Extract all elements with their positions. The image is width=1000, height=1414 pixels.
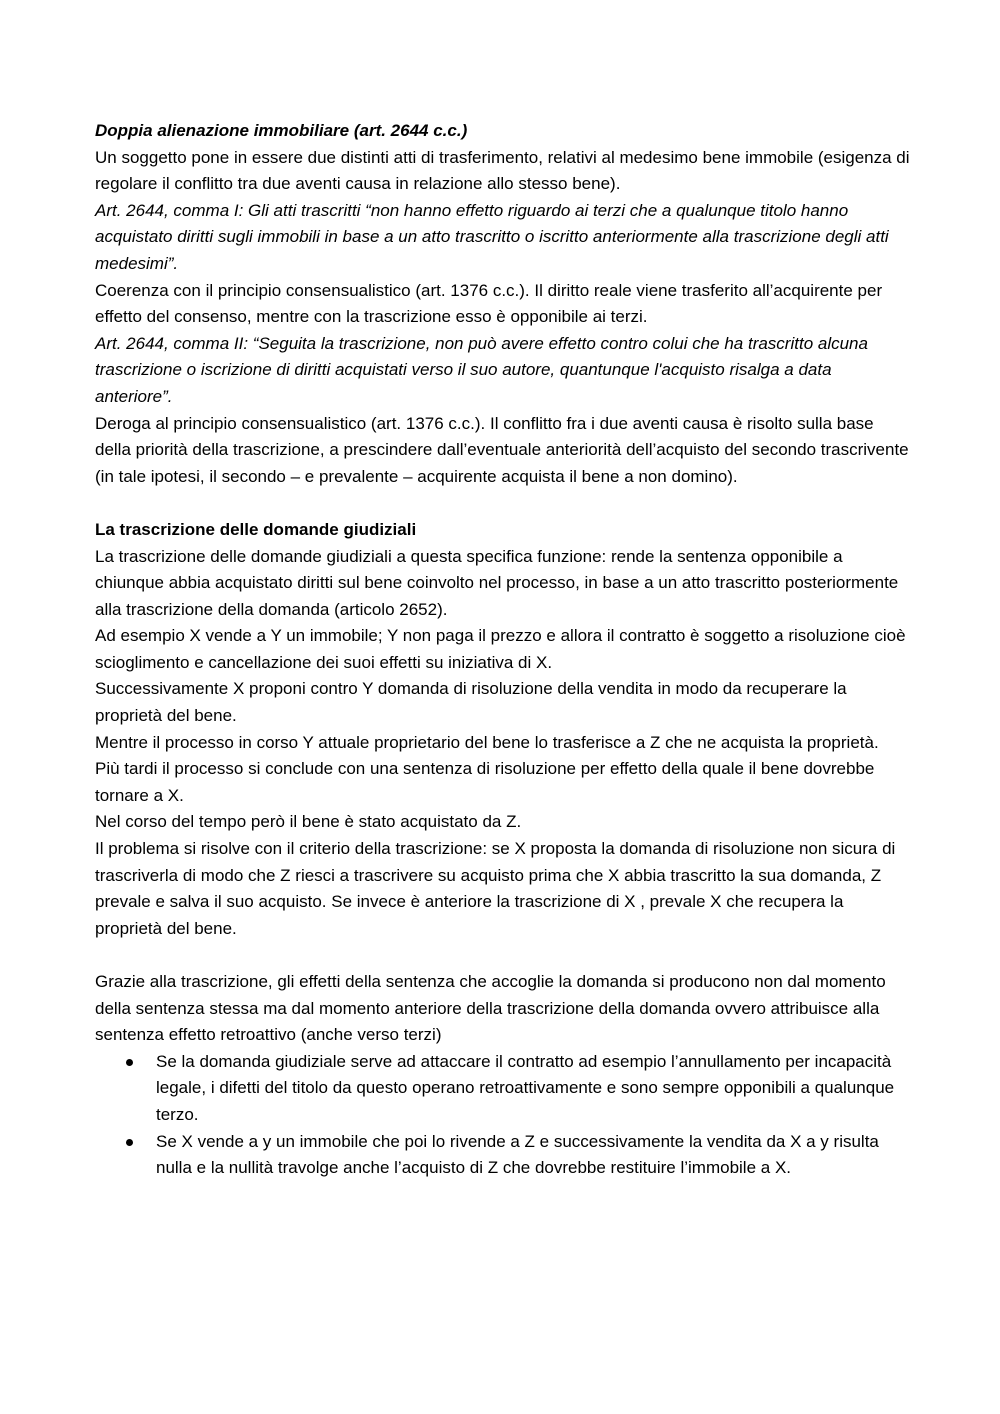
section-title-domande-giudiziali: La trascrizione delle domande giudiziali xyxy=(95,519,417,539)
list-item-text: Se X vende a y un immobile che poi lo rivende a Z e successivamente la vendita da X a y risulta nulla e la nullità travolge anche l’acquisto di Z che dovrebbe restituire l’immobile a X. xyxy=(156,1131,879,1178)
blank-line xyxy=(95,942,910,969)
paragraph: Un soggetto pone in essere due distinti atti di trasferimento, relativi al medesimo bene immobile (esigenza di regolare il conflitto tra due aventi causa in relazione allo stesso bene). xyxy=(95,147,910,194)
article-quote: Art. 2644, comma II: “Seguita la trascrizione, non può avere effetto contro colui che ha trascritto alcuna trascrizione o iscrizione di diritti acquistati verso il suo autore, quantunque l'acquisto risalga a data anteriore”. xyxy=(95,333,868,406)
bullet-icon xyxy=(126,1059,133,1066)
paragraph: Mentre il processo in corso Y attuale proprietario del bene lo trasferisce a Z che ne acquista la proprietà. xyxy=(95,732,879,752)
section-title-doppia-alienazione: Doppia alienazione immobiliare (art. 2644 c.c.) xyxy=(95,121,468,140)
list-item-text: Se la domanda giudiziale serve ad attaccare il contratto ad esempio l’annullamento per incapacità legale, i difetti del titolo da questo operano retroattivamente e sono sempre opponibili a qualunque terzo. xyxy=(156,1051,895,1124)
paragraph: Nel corso del tempo però il bene è stato acquistato da Z. xyxy=(95,812,522,832)
list-item xyxy=(156,1049,910,1129)
bullet-icon xyxy=(126,1139,133,1146)
paragraph: Grazie alla trascrizione, gli effetti della sentenza che accoglie la domanda si producono non dal momento della sentenza stessa ma dal momento anteriore della trascrizione della domanda ovvero attribuisce alla sentenza effetto retroattivo (anche verso terzi) xyxy=(95,972,886,1045)
document-body xyxy=(95,118,910,1182)
paragraph: Più tardi il processo si conclude con una sentenza di risoluzione per effetto della quale il bene dovrebbe tornare a X. xyxy=(95,759,875,805)
article-quote: Art. 2644, comma I: Gli atti trascritti “non hanno effetto riguardo ai terzi che a qualunque titolo hanno acquistato diritti sugli immobili in base a un atto trascritto o iscritto anteriormente alla trascrizione degli atti medesimi”. xyxy=(95,200,889,273)
paragraph: Coerenza con il principio consensualistico (art. 1376 c.c.). Il diritto reale viene trasferito all’acquirente per effetto del consenso, mentre con la trascrizione esso è opponibile ai terzi. xyxy=(95,280,883,327)
paragraph: Ad esempio X vende a Y un immobile; Y non paga il prezzo e allora il contratto è soggetto a risoluzione cioè scioglimento e cancellazione dei suoi effetti su iniziativa di X. xyxy=(95,626,906,672)
bullet-list xyxy=(95,1049,910,1182)
paragraph: Il problema si risolve con il criterio della trascrizione: se X proposta la domanda di risoluzione non sicura di trascriverla di modo che Z riesci a trascrivere su acquisto prima che X abbia trascritto la sua domanda, Z prevale e salva il suo acquisto. Se invece è anteriore la trascrizione di X , prevale X che recupera la proprietà del bene. xyxy=(95,839,896,938)
blank-line xyxy=(95,490,910,517)
paragraph: Successivamente X proponi contro Y domanda di risoluzione della vendita in modo da recuperare la proprietà del bene. xyxy=(95,679,847,726)
list-item xyxy=(156,1129,910,1182)
paragraph: La trascrizione delle domande giudiziali a questa specifica funzione: rende la sentenza opponibile a chiunque abbia acquistato diritti sul bene coinvolto nel processo, in base a un atto trascritto posteriormente alla trascrizione della domanda (articolo 2652). xyxy=(95,546,899,619)
paragraph: Deroga al principio consensualistico (art. 1376 c.c.). Il conflitto fra i due aventi causa è risolto sulla base della priorità della trascrizione, a prescindere dall’eventuale anteriorità dell’acquisto del secondo trascrivente (in tale ipotesi, il secondo – e prevalente – acquirente acquista il bene a non domino). xyxy=(95,413,909,486)
